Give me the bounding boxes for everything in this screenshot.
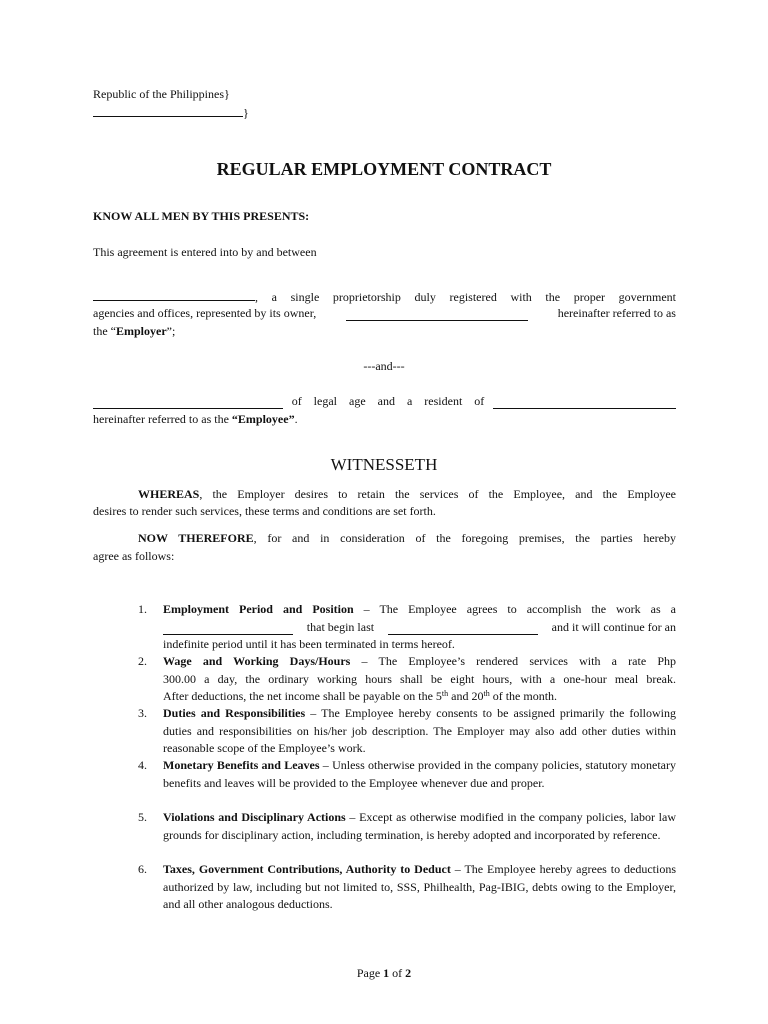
footer-of-word: of bbox=[389, 966, 406, 980]
now-therefore-line-1-text: , for and in consideration of the foregoing premises, the parties hereby bbox=[253, 531, 676, 545]
employer-line-2-text-a: agencies and offices, represented by its owner, bbox=[93, 306, 317, 320]
clause-5-number: 5. bbox=[138, 810, 147, 824]
employer-line-2-text-b: hereinafter referred to as bbox=[557, 306, 676, 320]
intro-text: This agreement is entered into by and between bbox=[93, 245, 317, 259]
clause-2-sup-2: th bbox=[483, 689, 490, 698]
page-footer bbox=[0, 965, 768, 983]
location-blank bbox=[93, 104, 243, 117]
clause-2-sup-1: th bbox=[441, 689, 449, 698]
employee-name-blank bbox=[93, 396, 283, 409]
footer-page-total: 2 bbox=[405, 966, 412, 980]
employer-name-blank bbox=[93, 288, 255, 301]
witnesseth-heading: WITNESSETH bbox=[330, 455, 438, 474]
clause-4-title: Monetary Benefits and Leaves bbox=[163, 758, 320, 772]
whereas-line-2: desires to render such services, these terms and conditions are set forth. bbox=[93, 504, 436, 518]
footer-page-number: 1 bbox=[383, 966, 390, 980]
clause-2 bbox=[138, 653, 676, 706]
position-blank bbox=[163, 622, 293, 635]
employee-residence-blank bbox=[493, 396, 676, 409]
employer-line-1 bbox=[93, 288, 676, 307]
clause-4 bbox=[138, 757, 676, 792]
republic-text: Republic of the Philippines} bbox=[93, 87, 230, 101]
clause-1-body bbox=[163, 601, 676, 654]
clause-3-text: – The Employee hereby consents to be assigned primarily the following duties and responsibilities on his/her job description. The Employer may also add other duties within reasonable scope of the Employee’s work. bbox=[163, 706, 677, 755]
whereas-keyword: WHEREAS bbox=[138, 487, 200, 501]
clause-3-number: 3. bbox=[138, 706, 147, 720]
clause-4-number: 4. bbox=[138, 758, 147, 772]
clause-1 bbox=[138, 601, 676, 654]
now-therefore-keyword: NOW THEREFORE bbox=[138, 531, 254, 545]
employee-line-1-text: of legal age and a resident of bbox=[291, 394, 485, 408]
employer-line-2 bbox=[93, 305, 676, 323]
clause-2-line-2: 300.00 a day, the ordinary working hours shall be eight hours, with a one-hour meal break. bbox=[163, 671, 676, 686]
clause-1-title: Employment Period and Position bbox=[163, 602, 354, 616]
employee-line-2 bbox=[93, 411, 298, 429]
clause-2-line-3-c: of the month. bbox=[489, 689, 558, 703]
clause-1-line-1 bbox=[163, 601, 676, 619]
whereas-line-1 bbox=[138, 486, 676, 504]
clause-3-body bbox=[163, 705, 676, 758]
clause-5-body bbox=[163, 809, 676, 844]
now-therefore-line-1 bbox=[138, 530, 676, 548]
clause-6-title: Taxes, Government Contributions, Authority to Deduct bbox=[163, 862, 451, 876]
employee-term: “Employee” bbox=[231, 412, 295, 426]
clause-4-text: – Unless otherwise provided in the company policies, statutory monetary benefits and leaves will be provided to the Employee whenever due and proper. bbox=[163, 758, 676, 790]
employee-line-1 bbox=[93, 393, 676, 411]
clause-2-line-3-a: After deductions, the net income shall be payable on the 5 bbox=[163, 689, 442, 703]
clause-5-title: Violations and Disciplinary Actions bbox=[163, 810, 346, 824]
clause-2-line-1-text: – The Employee’s rendered services with a rate Php bbox=[350, 654, 676, 668]
clause-3-title: Duties and Responsibilities bbox=[163, 706, 306, 720]
clause-6-number: 6. bbox=[138, 862, 147, 876]
now-therefore-line-2: agree as follows: bbox=[93, 549, 175, 563]
clause-2-title: Wage and Working Days/Hours bbox=[163, 654, 351, 668]
footer-page-word: Page bbox=[356, 966, 384, 980]
clause-2-line-3-b: and 20 bbox=[448, 689, 484, 703]
location-line bbox=[93, 104, 249, 123]
start-date-blank bbox=[388, 622, 538, 635]
employer-quote-close: ”; bbox=[166, 324, 176, 338]
employee-period: . bbox=[294, 412, 298, 426]
clause-6 bbox=[138, 861, 676, 914]
clause-1-line-1-text: – The Employee agrees to accomplish the work as a bbox=[353, 602, 676, 616]
republic-line bbox=[93, 86, 230, 104]
know-all-men-heading: KNOW ALL MEN BY THIS PRESENTS: bbox=[93, 209, 310, 223]
employer-owner-blank bbox=[346, 308, 528, 321]
clause-4-body bbox=[163, 757, 676, 792]
document-title: REGULAR EMPLOYMENT CONTRACT bbox=[216, 159, 552, 179]
clause-5-text: – Except as otherwise modified in the company policies, labor law grounds for disciplinary action, including termination, is hereby adopted and incorporated by reference. bbox=[163, 810, 677, 842]
clause-2-line-3 bbox=[163, 688, 676, 706]
clause-1-line-2-mid: that begin last bbox=[306, 619, 375, 634]
clause-2-body bbox=[163, 653, 676, 706]
clause-1-number: 1. bbox=[138, 602, 147, 616]
clause-2-number: 2. bbox=[138, 654, 147, 668]
clause-2-line-1 bbox=[163, 653, 676, 671]
employer-line-1-text: , a single proprietorship duly registered with the proper government bbox=[255, 290, 676, 304]
location-brace: } bbox=[243, 106, 249, 120]
clause-1-line-2 bbox=[163, 619, 676, 637]
clause-3 bbox=[138, 705, 676, 758]
and-separator: ---and--- bbox=[363, 359, 405, 373]
employer-line-3 bbox=[93, 323, 175, 341]
clause-6-body bbox=[163, 861, 676, 914]
employer-term: Employer bbox=[116, 324, 167, 338]
clause-6-text: – The Employee hereby agrees to deductions authorized by law, including but not limited to, SSS, Philhealth, Pag-IBIG, debts owing to the Employer, and all other analogous deductions. bbox=[163, 862, 676, 911]
whereas-line-1-text: , the Employer desires to retain the services of the Employee, and the Employee bbox=[199, 487, 676, 501]
clause-5 bbox=[138, 809, 676, 844]
employee-line-2-text: hereinafter referred to as the bbox=[93, 412, 232, 426]
clause-1-line-2-end: and it will continue for an bbox=[551, 619, 676, 634]
clause-1-line-3: indefinite period until it has been terminated in terms hereof. bbox=[163, 637, 455, 651]
employer-quote-open: the “ bbox=[93, 324, 116, 338]
